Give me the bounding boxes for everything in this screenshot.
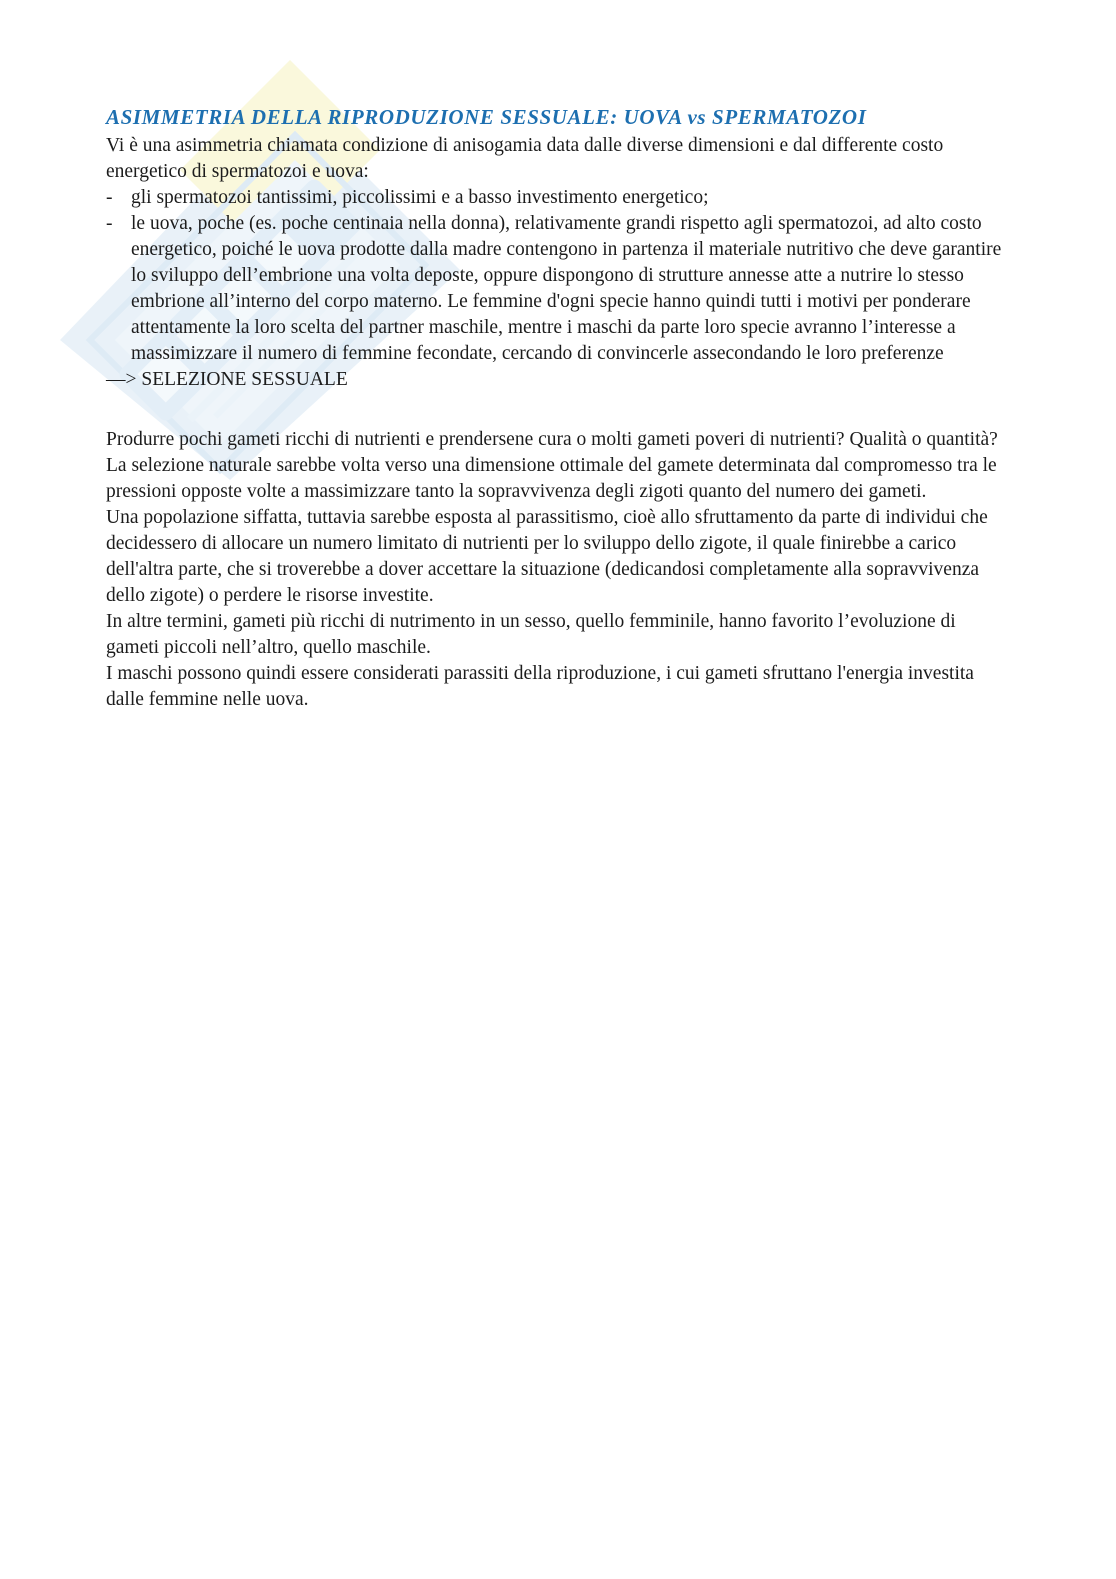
list-item bbox=[106, 211, 1006, 367]
list-item bbox=[106, 185, 1006, 211]
bullet-list bbox=[106, 185, 1006, 367]
paragraph: Produrre pochi gameti ricchi di nutrienti e prendersene cura o molti gameti poveri di nutrienti? Qualità o quantità? bbox=[106, 429, 998, 450]
section-spacer bbox=[106, 393, 1006, 427]
document-title: ASIMMETRIA DELLA RIPRODUZIONE SESSUALE: UOVA vs SPERMATOZOI bbox=[106, 105, 867, 129]
conclusion-line: —> SELEZIONE SESSUALE bbox=[106, 369, 348, 390]
intro-paragraph: Vi è una asimmetria chiamata condizione di anisogamia data dalle diverse dimensioni e dal differente costo energetico di spermatozoi e uova: bbox=[106, 135, 944, 182]
paragraph: Una popolazione siffatta, tuttavia sarebbe esposta al parassitismo, cioè allo sfruttamento da parte di individui che decidessero di allocare un numero limitato di nutrienti per lo sviluppo dello zigote, il quale finirebbe a carico dell'altra parte, che si troverebbe a dover accettare la situazione (dedicandosi completamente alla sopravvivenza dello zigote) o perdere le risorse investite. bbox=[106, 507, 988, 606]
document-body bbox=[106, 103, 1006, 713]
list-item-text: gli spermatozoi tantissimi, piccolissimi e a basso investimento energetico; bbox=[131, 187, 709, 208]
paragraph: In altre termini, gameti più ricchi di nutrimento in un sesso, quello femminile, hanno favorito l’evoluzione di gameti piccoli nell’altro, quello maschile. bbox=[106, 611, 956, 658]
bullet-marker: - bbox=[106, 187, 113, 208]
bullet-marker: - bbox=[106, 213, 113, 234]
paragraph: La selezione naturale sarebbe volta verso una dimensione ottimale del gamete determinata dal compromesso tra le pressioni opposte volte a massimizzare tanto la sopravvivenza degli zigoti quanto del numero dei gameti. bbox=[106, 455, 997, 502]
list-item-text: le uova, poche (es. poche centinaia nella donna), relativamente grandi rispetto agli spermatozoi, ad alto costo energetico, poiché le uova prodotte dalla madre contengono in partenza il materiale nutritivo che deve garantire lo sviluppo dell’embrione una volta deposte, oppure dispongono di strutture annesse atte a nutrire lo stesso embrione all’interno del corpo materno. Le femmine d'ogni specie hanno quindi tutti i motivi per ponderare attentamente la loro scelta del partner maschile, mentre i maschi da parte loro specie avranno l’interesse a massimizzare il numero di femmine fecondate, cercando di convincerle assecondando le loro preferenze bbox=[131, 213, 1002, 364]
paragraph: I maschi possono quindi essere considerati parassiti della riproduzione, i cui gameti sfruttano l'energia investita dalle femmine nelle uova. bbox=[106, 663, 974, 710]
